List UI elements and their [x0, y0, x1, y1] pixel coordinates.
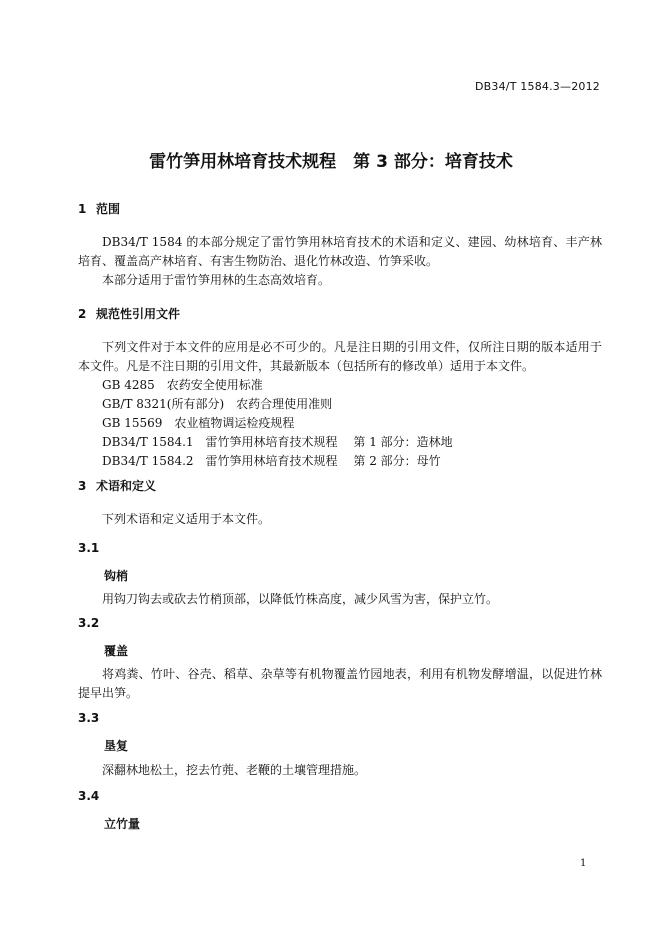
term-definition: 深翻林地松土，挖去竹蔸、老鞭的土壤管理措施。 — [102, 763, 367, 777]
paragraph: 本部分适用于雷竹笋用林的生态高效培育。 — [102, 273, 331, 287]
section-number: 1 — [78, 202, 87, 216]
term-number: 3.2 — [78, 616, 100, 630]
reference-item: GB/T 8321(所有部分) 农药合理使用准则 — [102, 397, 333, 411]
section-title: 术语和定义 — [96, 479, 157, 493]
paragraph: 下列术语和定义适用于本文件。 — [102, 512, 271, 526]
section-title: 范围 — [96, 202, 121, 216]
section-heading-1 — [78, 200, 120, 217]
term-number: 3.1 — [78, 541, 100, 555]
term-definition: 用钩刀钩去或砍去竹梢顶部，以降低竹株高度，减少风雪为害，保护立竹。 — [102, 592, 499, 606]
paragraph: 下列文件对于本文件的应用是必不可少的。凡是注日期的引用文件，仅所注日期的版本适用于本文件。凡是不注日期的引用文件，其最新版本（包括所有的修改单）适用于本文件。 — [78, 340, 602, 373]
term-number: 3.3 — [78, 711, 100, 725]
section-heading-2 — [78, 305, 180, 322]
section-number: 2 — [78, 307, 87, 321]
reference-item: DB34/T 1584.2 雷竹笋用林培育技术规程 第 2 部分：母竹 — [102, 454, 441, 468]
page-number: 1 — [580, 858, 587, 869]
term-name: 立竹量 — [104, 817, 141, 831]
term-number: 3.4 — [78, 789, 100, 803]
reference-item: GB 15569 农业植物调运检疫规程 — [102, 416, 295, 430]
section-heading-3 — [78, 477, 156, 494]
term-name: 垦复 — [104, 739, 129, 753]
term-name: 钩梢 — [104, 569, 129, 583]
reference-item: GB 4285 农药安全使用标准 — [102, 378, 263, 392]
term-name: 覆盖 — [104, 644, 129, 658]
reference-item: DB34/T 1584.1 雷竹笋用林培育技术规程 第 1 部分：造林地 — [102, 435, 453, 449]
section-title: 规范性引用文件 — [96, 307, 181, 321]
document-title: 雷竹笋用林培育技术规程 第 3 部分：培育技术 — [149, 152, 513, 172]
section-number: 3 — [78, 479, 87, 493]
paragraph: DB34/T 1584 的本部分规定了雷竹笋用林培育技术的术语和定义、建园、幼林培育、丰产林培育、覆盖高产林培育、有害生物防治、退化竹林改造、竹笋采收。 — [78, 235, 602, 268]
term-definition: 将鸡粪、竹叶、谷壳、稻草、杂草等有机物覆盖竹园地表，利用有机物发酵增温，以促进竹林提早出笋。 — [78, 667, 602, 700]
document-code: DB34/T 1584.3—2012 — [474, 80, 600, 93]
